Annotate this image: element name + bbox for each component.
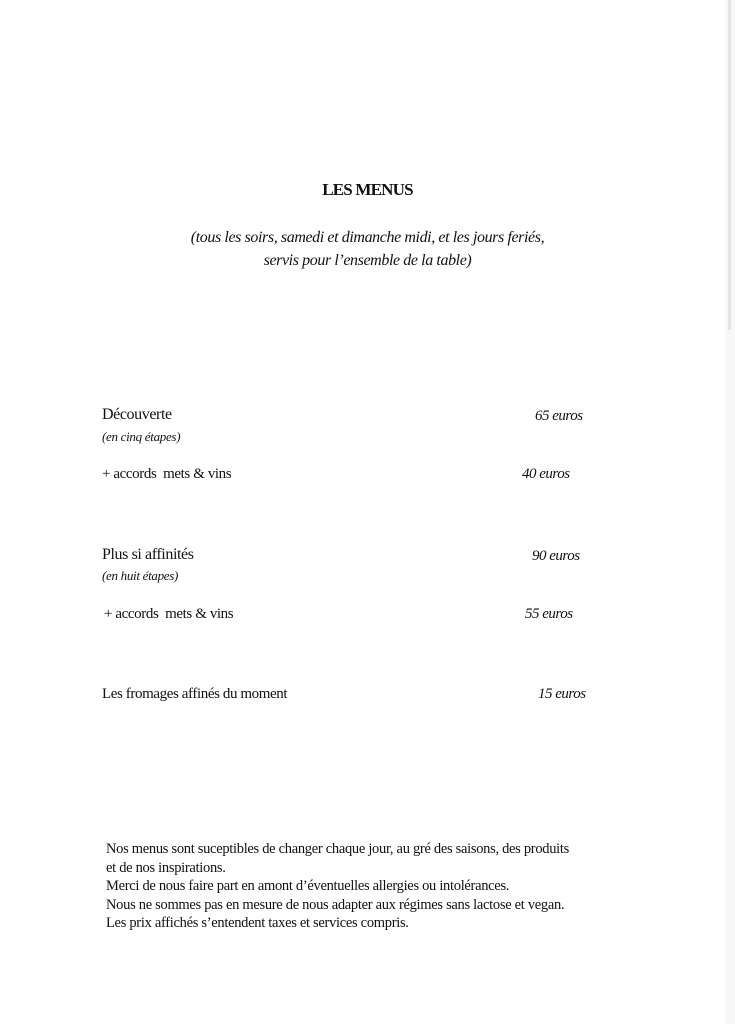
menu-fromages-price: 15 euros [538, 686, 586, 702]
menu-decouverte-name: Découverte [102, 406, 172, 423]
menu-affinites-price: 90 euros [532, 548, 580, 564]
footer-line-1: Nos menus sont suceptibles de changer chaque jour, au gré des saisons, des produits [106, 841, 569, 857]
menu-decouverte-pairing-label: + accords mets & vins [102, 466, 232, 482]
menu-affinites-pairing-label: + accords mets & vins [104, 606, 234, 622]
footer-line-5: Les prix affichés s’entendent taxes et services compris. [106, 915, 409, 931]
subtitle-line-1: (tous les soirs, samedi et dimanche midi, et les jours feriés, [190, 229, 545, 246]
menu-affinites-note: (en huit étapes) [102, 568, 179, 583]
scrollbar-thumb[interactable] [728, 0, 731, 330]
menu-fromages-name: Les fromages affinés du moment [102, 686, 288, 702]
menu-decouverte-price: 65 euros [535, 408, 583, 424]
footer-line-4: Nous ne sommes pas en mesure de nous adapter aux régimes sans lactose et vegan. [106, 896, 565, 913]
footer-line-3: Merci de nous faire part en amont d’éventuelles allergies ou intolérances. [106, 878, 510, 894]
page-title: LES MENUS [322, 180, 413, 199]
menu-affinites-pairing-price: 55 euros [525, 606, 573, 622]
subtitle-line-2: servis pour l’ensemble de la table) [263, 252, 472, 269]
menu-decouverte-pairing-price: 40 euros [522, 466, 570, 482]
scrollbar[interactable] [725, 0, 735, 1024]
footer-notes [106, 840, 666, 933]
subtitle [0, 226, 735, 272]
menu-affinites-name: Plus si affinités [102, 546, 194, 563]
footer-line-2: et de nos inspirations. [106, 859, 226, 876]
menu-decouverte-note: (en cinq étapes) [102, 429, 181, 444]
